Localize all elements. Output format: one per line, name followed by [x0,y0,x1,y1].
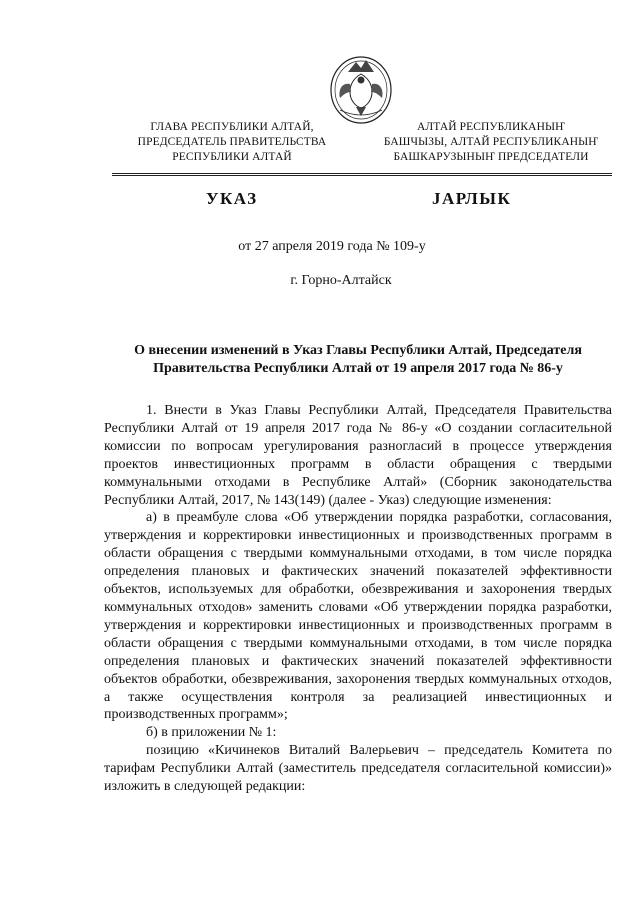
document-date-number: от 27 апреля 2019 года № 109-у [238,239,426,254]
header-divider-thin [112,173,612,174]
header-right-line-1: АЛТАЙ РЕСПУБЛИКАНЫҤ [417,121,565,133]
document-city: г. Горно-Алтайск [290,273,392,288]
doc-kind-russian: УКАЗ [206,189,258,208]
document-title-line-2: Правительства Республики Алтай от 19 апреля 2017 года № 86-у [153,361,563,376]
header-left-line-3: РЕСПУБЛИКИ АЛТАЙ [172,151,292,163]
doc-kind-altai: JАРЛЫК [432,189,512,208]
header-right-line-2: БАШЧЫЗЫ, АЛТАЙ РЕСПУБЛИКАНЫҤ [383,136,599,148]
body-paragraph-4: позицию «Кичинеков Виталий Валерьевич – председатель Комитета по тарифам Республики Алтай (заместитель председателя согласительной комиссии)» изложить в следующей редакции: [104,743,612,795]
header-right-block [372,120,610,165]
body-paragraph-2: а) в преамбуле слова «Об утверждении порядка разработки, согласования, утверждения и корректировки инвестиционных и производственных программ в области обращения с твердыми коммунальными отходами, в том числе порядка определения плановых и фактических значений показателей эффективности объектов, используемых для обработки, обезвреживания и захоронения твердых коммунальных отходов» заменить словами «Об утверждении порядка разработки, утверждения и корректировки инвестиционных и производственных программ в области обращения с твердыми коммунальными отходами, в том числе порядка определения плановых и фактических значений показателей эффективности объектов обработки, обезвреживания, захоронения твердых коммунальных отходов, а также осуществления контроля за реализацией инвестиционных и производственных программ»; [104,510,612,723]
document-title-line-1: О внесении изменений в Указ Главы Республики Алтай, Председателя [134,343,582,358]
document-body [104,402,612,796]
coat-of-arms-emblem-icon [326,50,396,128]
body-paragraph-1: 1. Внести в Указ Главы Республики Алтай, Председателя Правительства Республики Алтай от 19 апреля 2017 года № 86-у «О создании согласительной комиссии по вопросам урегулирования разногласий в процессе утверждения проектов инвестиционных программ в области обращения с твердыми коммунальными отходами в Республике Алтай» (Сборник законодательства Республики Алтай, 2017, № 143(149) (далее - Указ) следующие изменения: [104,403,612,508]
header-left-line-1: ГЛАВА РЕСПУБЛИКИ АЛТАЙ, [150,121,314,133]
body-paragraph-3: б) в приложении № 1: [146,725,277,741]
header-left-line-2: ПРЕДСЕДАТЕЛЬ ПРАВИТЕЛЬСТВА [137,136,327,148]
header-left-block [112,120,352,165]
header-divider-thick [112,175,612,176]
header-right-line-3: БАШКАРУЗЫНЫҤ ПРЕДСЕДАТЕЛИ [393,151,589,163]
document-title [104,342,612,378]
